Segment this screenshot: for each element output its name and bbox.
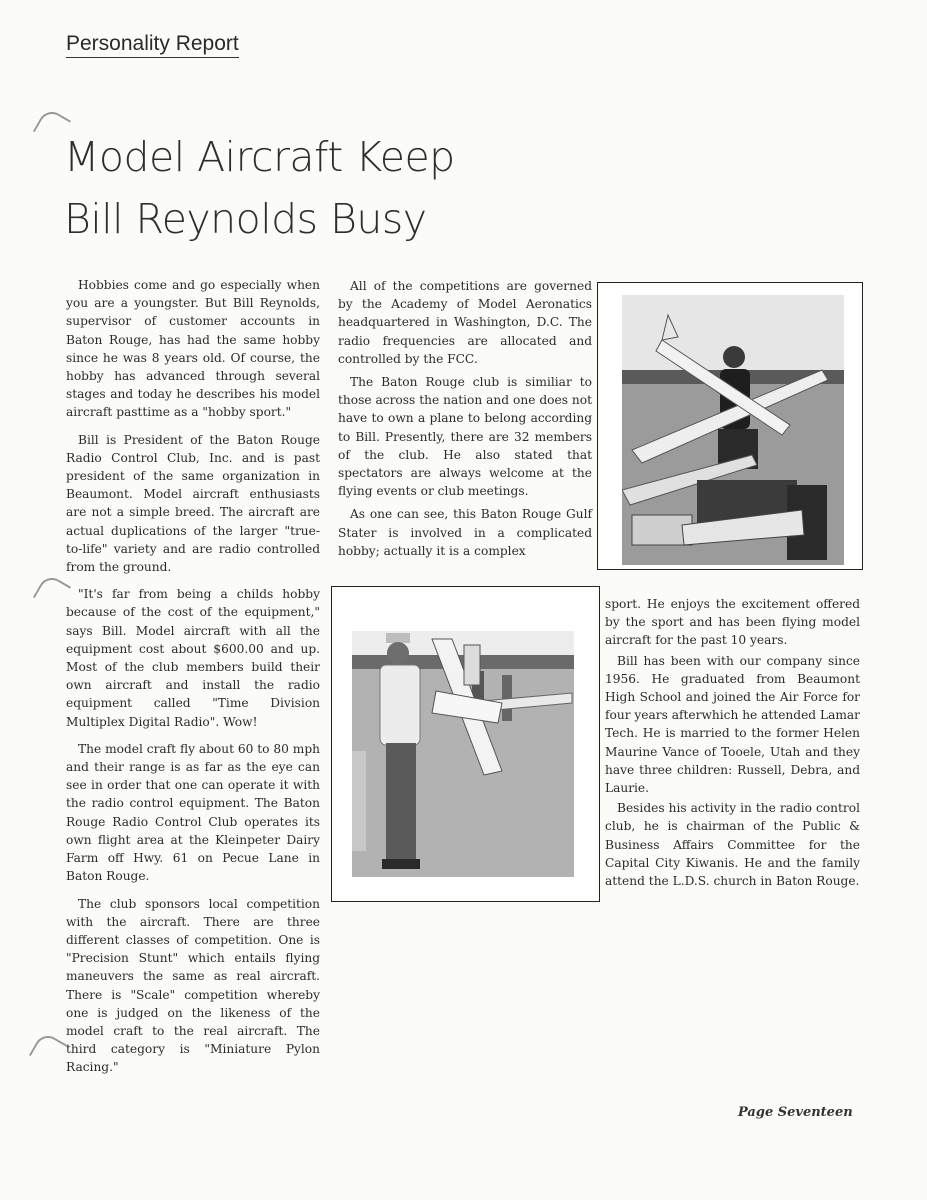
- title-line-1: Model Aircraft Keep: [64, 133, 455, 181]
- photo-bill-with-plane: [597, 282, 863, 570]
- section-label: Personality Report: [66, 32, 239, 58]
- article-column-3: [605, 595, 860, 892]
- photo-image: [352, 631, 574, 877]
- paragraph: Bill is President of the Baton Rouge Radio Control Club, Inc. and is past president of the same organization in Beaumont. Model aircraft enthusiasts are not a simple breed. The aircraft are actual duplications of the larger "true-to-life" variety and are radio controlled from the ground.: [66, 432, 320, 575]
- paragraph: As one can see, this Baton Rouge Gulf Stater is involved in a complicated hobby; actually it is a complex: [338, 507, 592, 558]
- article-column-1: [66, 276, 320, 1086]
- paragraph: Bill has been with our company since 1956. He graduated from Beaumont High School and joined the Air Force for four years afterwhich he attended Lamar Tech. He is married to the former Helen Maurine Vance of Tooele, Utah and they have three children: Russell, Debra, and Laurie.: [605, 653, 860, 796]
- title-line-2: Bill Reynolds Busy: [64, 195, 427, 243]
- article-column-2: [338, 277, 592, 565]
- punch-mark-bottom: [29, 1031, 67, 1069]
- paragraph: The club sponsors local competition with the aircraft. There are three different classes of competition. One is "Precision Stunt" which entails flying maneuvers the same as real aircraft. There is "Scale" competition whereby one is judged on the likeness of the model craft to the real aircraft. The third category is "Miniature Pylon Racing.": [66, 896, 320, 1075]
- page-number: Page Seventeen: [738, 1105, 853, 1120]
- paragraph: "It's far from being a childs hobby because of the cost of the equipment," says Bill. Model aircraft with all the equipment cost about $600.00 and up. Most of the club members build their own aircraft and install the radio equipment called "Time Division Multiplex Digital Radio". Wow!: [66, 587, 320, 729]
- photo-image: [622, 295, 844, 565]
- paragraph: The Baton Rouge club is similiar to those across the nation and one does not have to own a plane to belong according to Bill. Presently, there are 32 members of the club. He also stated that spectators are always welcome at the flying events or club meetings.: [338, 375, 592, 499]
- paragraph: sport. He enjoys the excitement offered by the sport and has been flying model aircraft for the past 10 years.: [605, 597, 860, 648]
- paragraph: Besides his activity in the radio control club, he is chairman of the Public & Business Affairs Committee for the Capital City Kiwanis. He and the family attend the L.D.S. church in Baton Rouge.: [605, 801, 860, 889]
- paragraph: Hobbies come and go especially when you are a youngster. But Bill Reynolds, supervisor of customer accounts in Baton Rouge, has had the same hobby since he was 8 years old. Of course, the hobby has advanced through several stages and today he describes his model aircraft pasttime as a "hobby sport.": [66, 278, 320, 420]
- paragraph: All of the competitions are governed by the Academy of Model Aeronatics headquartered in Washington, D.C. The radio frequencies are allocated and controlled by the FCC.: [338, 279, 592, 366]
- article-title: [64, 126, 584, 250]
- paragraph: The model craft fly about 60 to 80 mph and their range is as far as the eye can see in order that one can operate it with the radio control equipment. The Baton Rouge Radio Control Club operates its own flight area at the Kleinpeter Dairy Farm off Hwy. 61 on Pecue Lane in Baton Rouge.: [66, 741, 320, 884]
- photo-bill-standing: [331, 586, 600, 902]
